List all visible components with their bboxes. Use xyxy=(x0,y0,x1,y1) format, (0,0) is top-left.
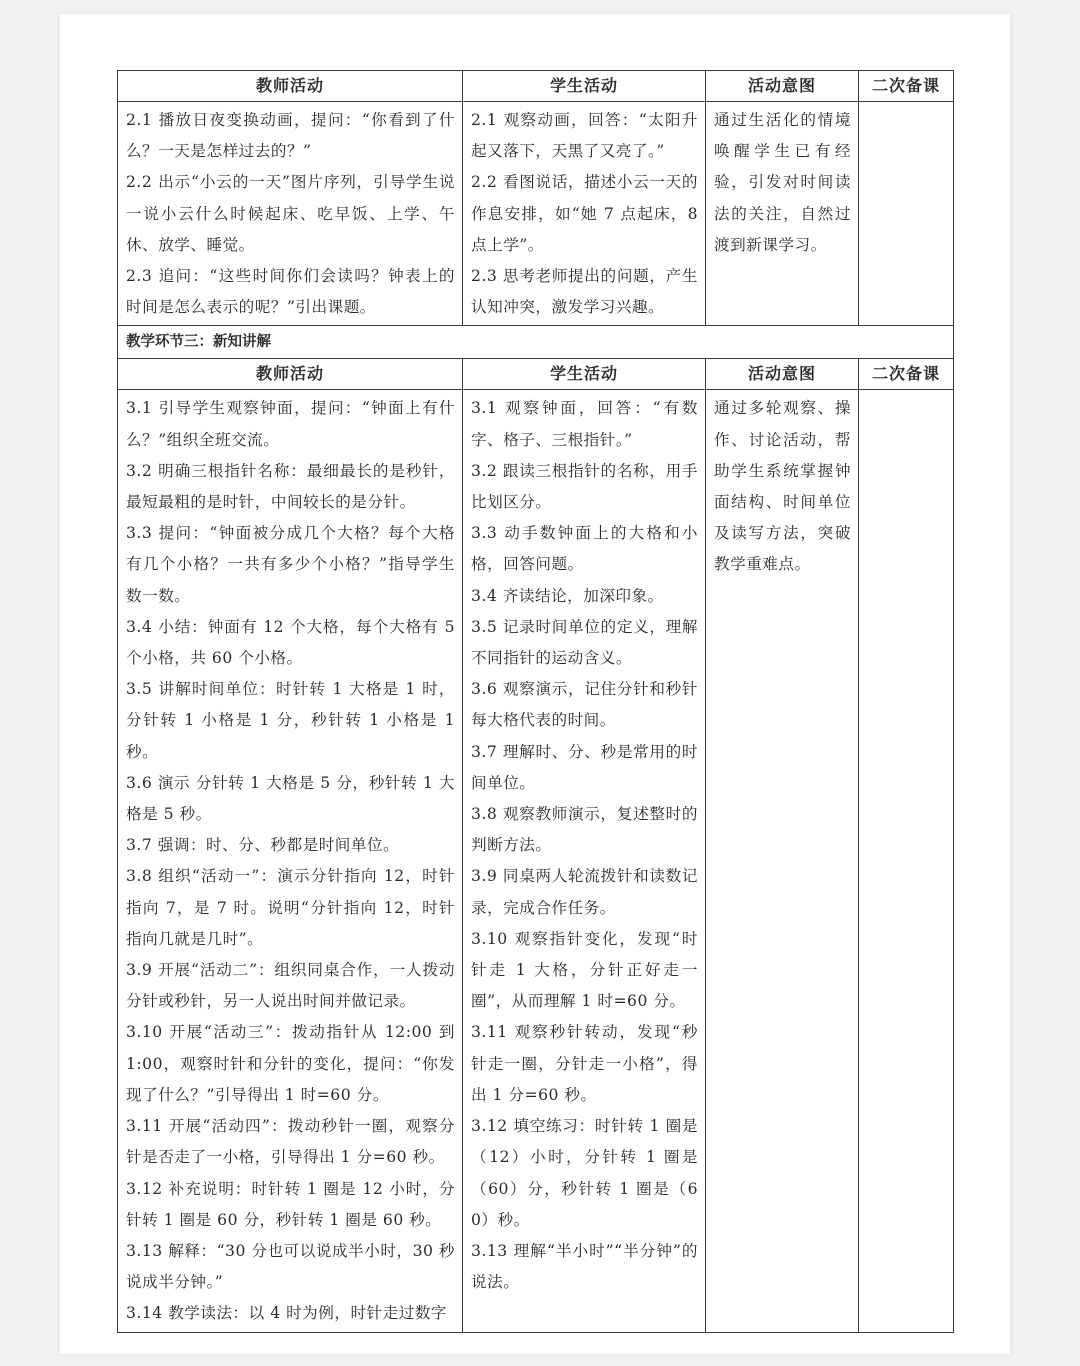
teacher-step: 3.7 强调：时、分、秒都是时间单位。 xyxy=(126,836,400,855)
student-step: 2.2 看图说话，描述小云一天的作息安排，如“她 7 点起床，8 点上学”。 xyxy=(471,173,698,254)
student-step: 3.3 动手数钟面上的大格和小格，回答问题。 xyxy=(471,524,698,574)
student-step: 3.8 观察教师演示，复述整时的判断方法。 xyxy=(471,805,698,855)
student-step: 3.1 观察钟面，回答：“有数字、格子、三根指针。” xyxy=(471,399,698,449)
table2-header-row xyxy=(118,359,954,390)
student-step: 3.6 观察演示，记住分针和秒针每大格代表的时间。 xyxy=(471,680,698,730)
header-activity-intent: 活动意图 xyxy=(706,71,859,102)
student-step: 3.11 观察秒针转动，发现“秒针走一圈，分针走一小格”，得出 1 分=60 秒。 xyxy=(471,1023,698,1104)
activity-intent-cell xyxy=(706,390,859,1332)
header-second-prep: 二次备课 xyxy=(859,359,954,390)
teacher-activity-cell xyxy=(118,102,463,326)
teacher-step: 3.5 讲解时间单位：时针转 1 大格是 1 时，分针转 1 小格是 1 分，秒针转 1 小格是 1 秒。 xyxy=(126,680,455,761)
header-teacher-activity: 教师活动 xyxy=(118,71,463,102)
teacher-step: 3.10 开展“活动三”：拨动指针从 12:00 到 1:00，观察时针和分针的变化，提问：“你发现了什么？”引导得出 1 时=60 分。 xyxy=(126,1023,455,1104)
teacher-step: 3.8 组织“活动一”：演示分针指向 12，时针指向 7，是 7 时。说明“分针指向 12，时针指向几就是几时”。 xyxy=(126,867,455,948)
teacher-step: 2.1 播放日夜变换动画，提问：“你看到了什么？一天是怎样过去的？” xyxy=(126,111,455,161)
student-step: 3.5 记录时间单位的定义，理解不同指针的运动含义。 xyxy=(471,617,698,668)
section-title: 教学环节三：新知讲解 xyxy=(118,326,954,359)
teacher-step: 3.6 演示 分针转 1 大格是 5 分，秒针转 1 大格是 5 秒。 xyxy=(126,773,455,824)
teacher-activity-cell xyxy=(118,390,463,1332)
student-step: 3.4 齐读结论，加深印象。 xyxy=(471,586,664,605)
lesson-plan-table xyxy=(117,70,954,1333)
teacher-step: 3.2 明确三根指针名称：最细最长的是秒针，最短最粗的是时针，中间较长的是分针。 xyxy=(126,461,455,512)
intent-text: 通过生活化的情境唤醒学生已有经验，引发对时间读法的关注，自然过渡到新课学习。 xyxy=(714,111,851,254)
table1-content-row xyxy=(118,102,954,326)
student-step: 3.7 理解时、分、秒是常用的时间单位。 xyxy=(471,742,698,792)
student-step: 3.12 填空练习：时针转 1 圈是（12）小时，分针转 1 圈是（60）分，秒针转 1 圈是（60）秒。 xyxy=(471,1117,698,1229)
student-step: 3.13 理解“半小时”“半分钟”的说法。 xyxy=(471,1241,698,1292)
activity-intent-cell xyxy=(706,102,859,326)
teacher-step: 3.3 提问：“钟面被分成几个大格？每个大格有几个小格？一共有多少个小格？”指导学生数一数。 xyxy=(126,524,455,605)
second-prep-cell xyxy=(859,102,954,326)
header-second-prep: 二次备课 xyxy=(859,71,954,102)
teacher-step: 2.2 出示“小云的一天”图片序列，引导学生说一说小云什么时候起床、吃早饭、上学、午休、放学、睡觉。 xyxy=(126,173,455,254)
intent-text: 通过多轮观察、操作、讨论活动，帮助学生系统掌握钟面结构、时间单位及读写方法，突破教学重难点。 xyxy=(714,399,851,574)
header-student-activity: 学生活动 xyxy=(463,71,706,102)
teacher-step: 3.9 开展“活动二”：组织同桌合作，一人拨动分针或秒针，另一人说出时间并做记录。 xyxy=(126,961,455,1011)
teacher-step: 3.4 小结：钟面有 12 个大格，每个大格有 5 个小格，共 60 个小格。 xyxy=(126,617,455,668)
student-step: 2.3 思考老师提出的问题，产生认知冲突，激发学习兴趣。 xyxy=(471,267,698,317)
student-activity-cell xyxy=(463,390,706,1332)
header-student-activity: 学生活动 xyxy=(463,359,706,390)
teacher-step: 3.14 教学读法：以 4 时为例，时针走过数字 xyxy=(126,1304,448,1323)
student-step: 3.2 跟读三根指针的名称，用手比划区分。 xyxy=(471,461,698,512)
student-step: 3.10 观察指针变化，发现“时针走 1 大格，分针正好走一圈”，从而理解 1 时=60 分。 xyxy=(471,929,698,1011)
teacher-step: 3.11 开展“活动四”：拨动秒针一圈，观察分针是否走了一小格，引导得出 1 分=60 秒。 xyxy=(126,1117,455,1167)
teacher-step: 3.13 解释：“30 分也可以说成半小时，30 秒说成半分钟。” xyxy=(126,1241,455,1292)
student-activity-cell xyxy=(463,102,706,326)
document-page xyxy=(60,14,1010,1354)
header-teacher-activity: 教师活动 xyxy=(118,359,463,390)
table1-header-row xyxy=(118,71,954,102)
second-prep-cell xyxy=(859,390,954,1332)
student-step: 2.1 观察动画，回答：“太阳升起又落下，天黑了又亮了。” xyxy=(471,111,698,161)
table2-content-row xyxy=(118,390,954,1332)
header-activity-intent: 活动意图 xyxy=(706,359,859,390)
section-row xyxy=(118,326,954,359)
student-step: 3.9 同桌两人轮流拨针和读数记录，完成合作任务。 xyxy=(471,867,698,917)
teacher-step: 3.12 补充说明：时针转 1 圈是 12 小时，分针转 1 圈是 60 分，秒针转 1 圈是 60 秒。 xyxy=(126,1179,455,1229)
teacher-step: 3.1 引导学生观察钟面，提问：“钟面上有什么？”组织全班交流。 xyxy=(126,399,455,449)
teacher-step: 2.3 追问：“这些时间你们会读吗？钟表上的时间是怎么表示的呢？”引出课题。 xyxy=(126,267,455,317)
